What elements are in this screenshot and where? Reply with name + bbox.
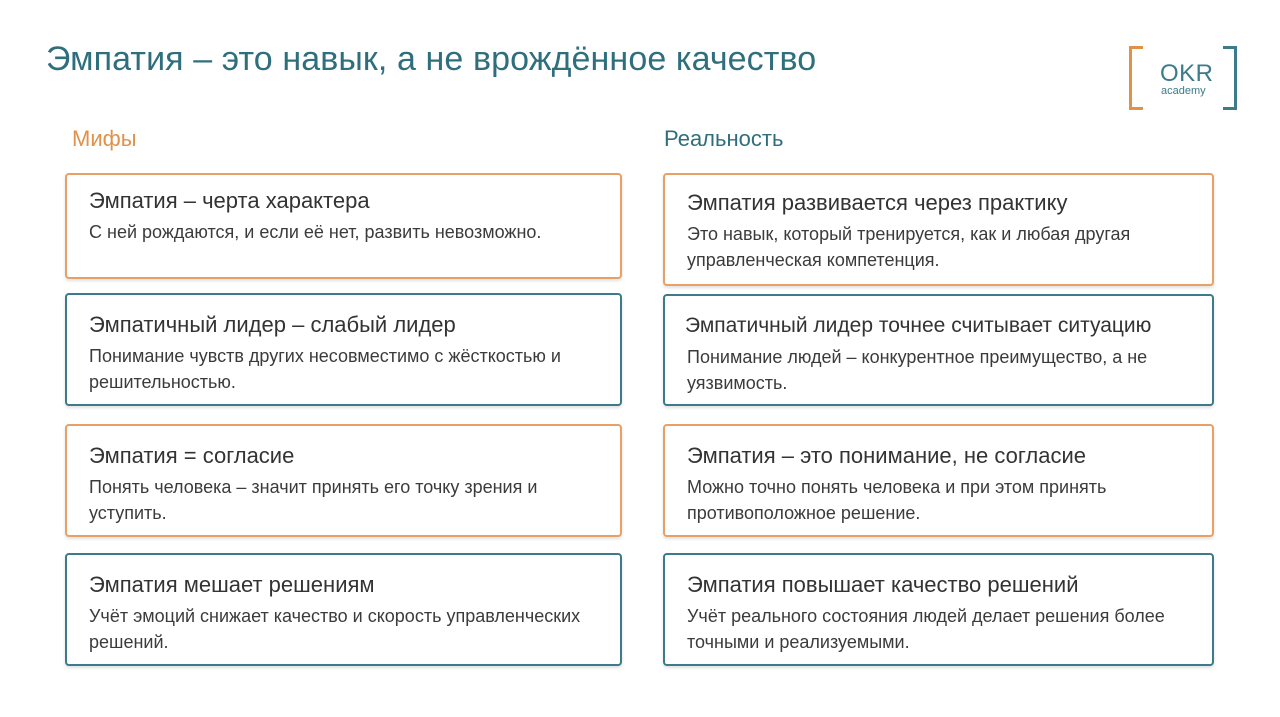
reality-card-2 [663,294,1214,406]
myth-card-title: Эмпатичный лидер – слабый лидер [89,312,456,337]
reality-card-title: Эмпатия – это понимание, не согласие [687,443,1086,468]
slide-title: Эмпатия – это навык, а не врождённое качество [46,40,817,78]
reality-card-title: Эмпатичный лидер точнее считывает ситуацию [685,314,1152,337]
reality-card-text: Это навык, который тренируется, как и любая другая управленческая компетенция. [687,224,1131,270]
logo-bracket-left [1129,46,1143,110]
logo-bracket-right [1223,46,1237,110]
reality-heading: Реальность [664,126,784,151]
myth-card-text: С ней рождаются, и если её нет, развить невозможно. [89,222,542,242]
reality-card-1 [663,173,1214,286]
reality-card-title: Эмпатия развивается через практику [687,190,1068,215]
myth-card-text: Учёт эмоций снижает качество и скорость управленческих решений. [89,606,581,652]
reality-card-4 [663,553,1214,666]
reality-card-text: Можно точно понять человека и при этом принять противоположное решение. [687,477,1107,523]
myth-card-2 [65,293,622,406]
myth-card-4 [65,553,622,666]
reality-card-3 [663,424,1214,537]
myth-card-title: Эмпатия – черта характера [89,188,370,213]
myth-card-text: Понять человека – значит принять его точку зрения и уступить. [89,477,538,523]
logo-text: OKR [1160,60,1214,87]
reality-card-title: Эмпатия повышает качество решений [687,572,1079,597]
reality-card-text: Понимание людей – конкурентное преимущество, а не уязвимость. [687,347,1148,393]
myth-card-3 [65,424,622,537]
myth-card-title: Эмпатия = согласие [89,443,295,468]
myth-card-1 [65,173,622,279]
myth-card-text: Понимание чувств других несовместимо с жёсткостью и решительностью. [89,346,561,392]
reality-card-text: Учёт реального состояния людей делает решения более точными и реализуемыми. [687,606,1165,652]
okr-academy-logo [1129,46,1237,110]
myth-card-title: Эмпатия мешает решениям [89,572,375,597]
myths-heading: Мифы [72,126,137,151]
logo-subtext: academy [1161,85,1206,97]
